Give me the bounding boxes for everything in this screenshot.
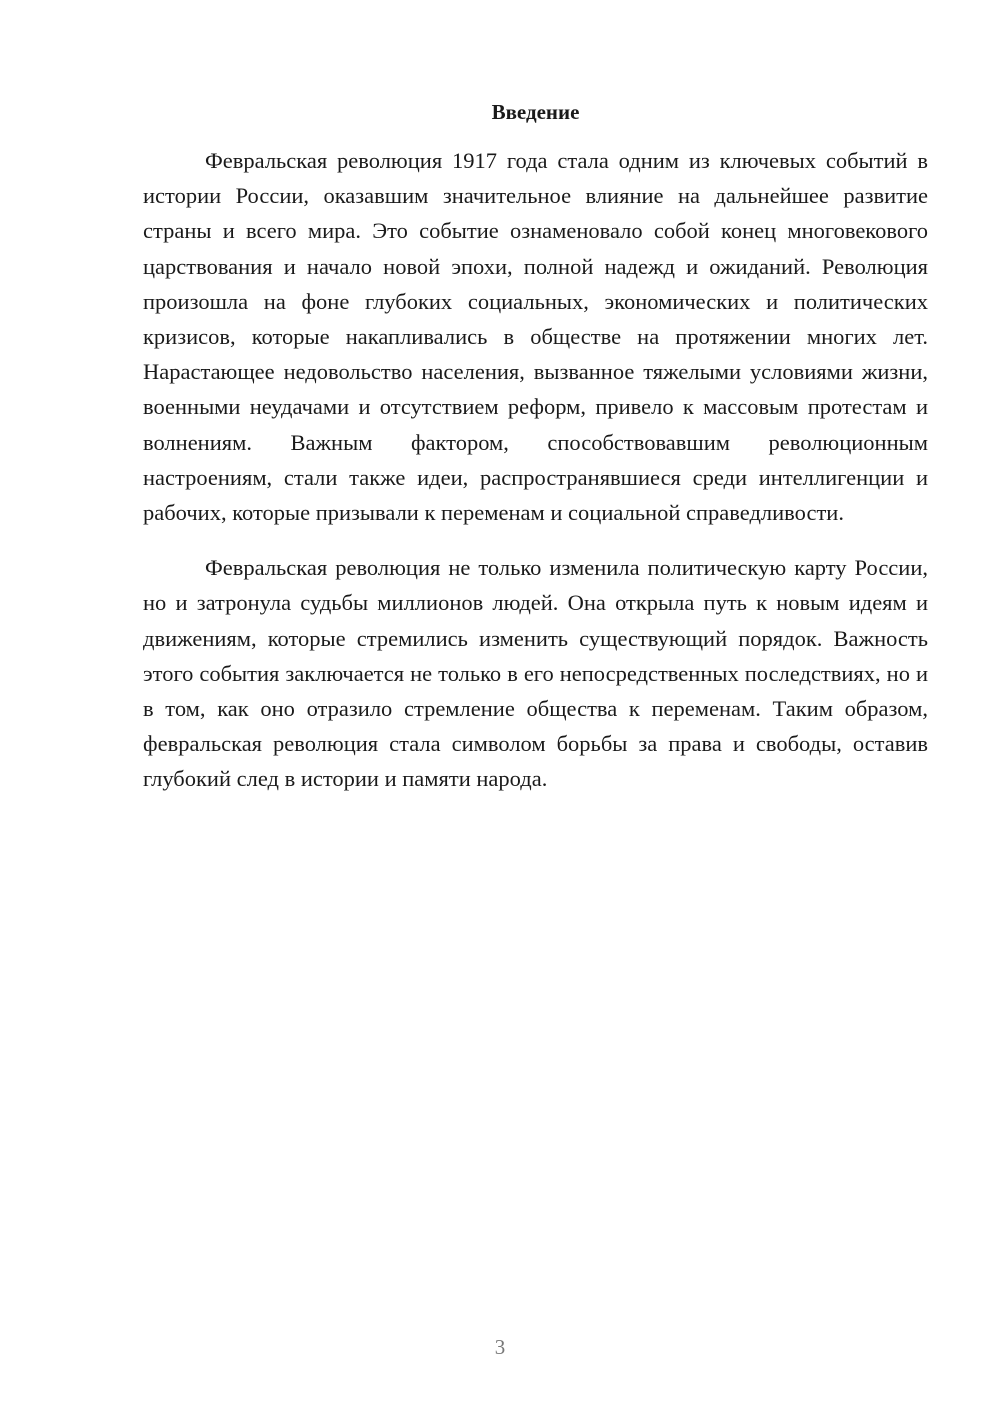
paragraph-2: Февральская революция не только изменила политическую карту России, но и затронула судьбы миллионов людей. Она открыла путь к новым идеям и движениям, которые стремились изменить существующий порядок. Важность этого события заключается не только в его непосредственных последствиях, но и в том, как оно отразило стремление общества к переменам. Таким образом, февральская революция стала символом борьбы за права и свободы, оставив глубокий след в истории и памяти народа. [143, 555, 928, 792]
page-number: 3 [494, 1335, 506, 1359]
section-heading: Введение [491, 100, 580, 124]
body-text [143, 143, 928, 797]
paragraph-1: Февральская революция 1917 года стала одним из ключевых событий в истории России, оказавшим значительное влияние на дальнейшее развитие страны и всего мира. Это событие ознаменовало собой конец многовекового царствования и начало новой эпохи, полной надежд и ожиданий. Революция произошла на фоне глубоких социальных, экономических и политических кризисов, которые накапливались в обществе на протяжении многих лет. Нарастающее недовольство населения, вызванное тяжелыми условиями жизни, военными неудачами и отсутствием реформ, привело к массовым протестам и волнениям. Важным фактором, способствовавшим революционным настроениям, стали также идеи, распространявшиеся среди интеллигенции и рабочих, которые призывали к переменам и социальной справедливости. [143, 148, 928, 526]
